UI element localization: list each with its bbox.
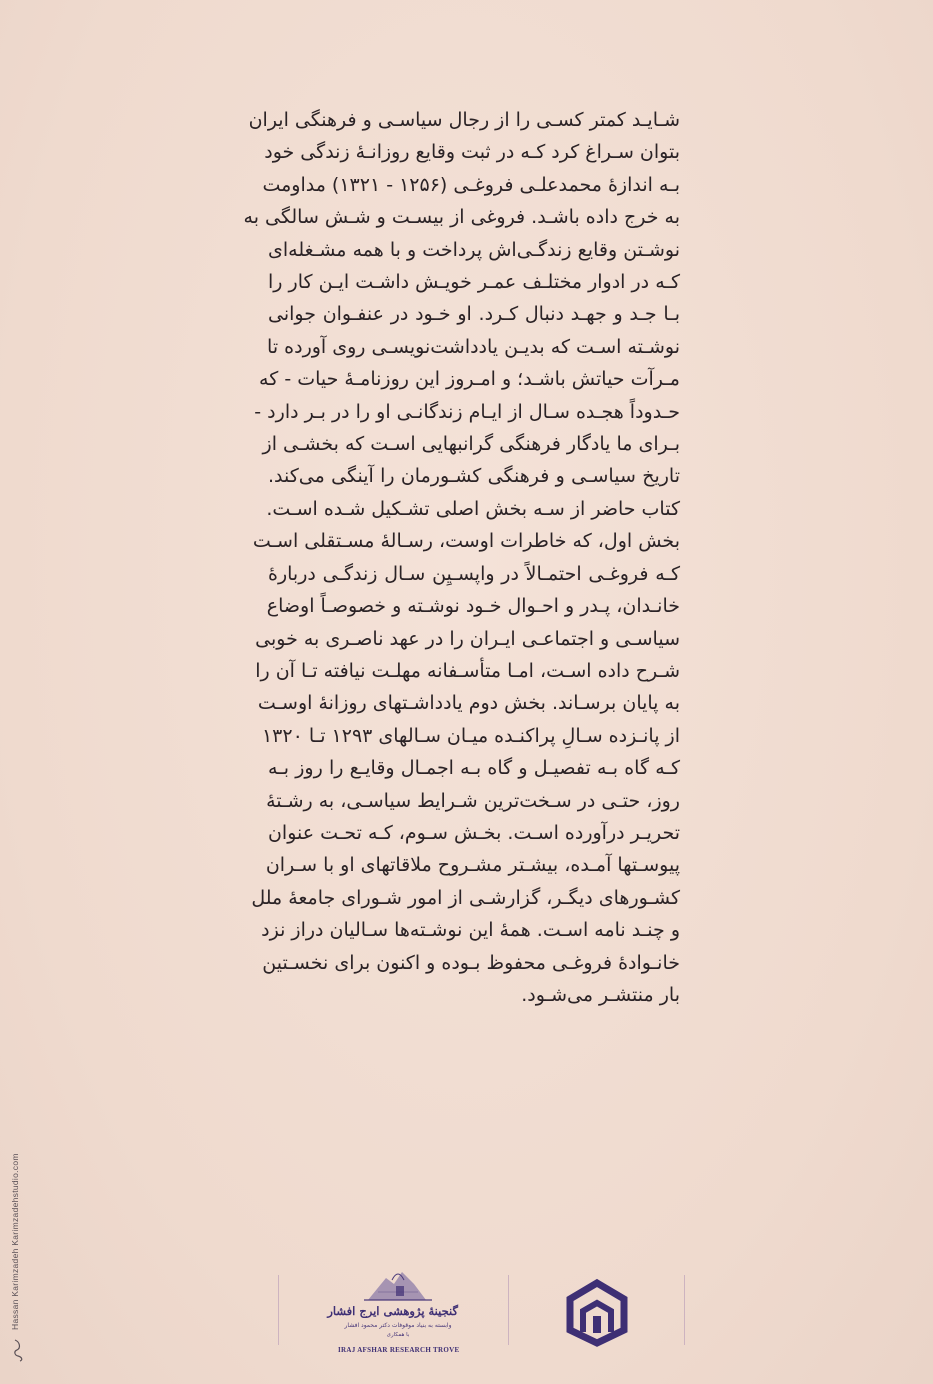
text-line: بار منتشـر می‌شـود. (521, 983, 680, 1006)
text-line: مـرآت حیاتش باشـد؛ و امـروز این روزنامـۀ حیات - که (259, 368, 680, 391)
text-line: به پایان برسـاند. بخش دوم یادداشـتهای روزانۀ اوسـت (257, 692, 680, 715)
divider (278, 1275, 279, 1345)
afshar-subtitle-fa: وابسته به بنیاد موقوفات دکتر محمود افشار (344, 1322, 452, 1329)
text-line: حـدوداً هجـده سـال از ایـام زندگانـی او را در بـر دارد - (254, 400, 680, 423)
text-line: سیاسـی و اجتماعـی ایـران را در عهد ناصـری به خوبی (255, 627, 680, 650)
divider (684, 1275, 685, 1345)
text-line: بـا جـد و جهـد دنبال کـرد. او خـود در عنفـوان جوانی (268, 303, 680, 326)
text-line: شـرح داده اسـت، امـا متأسـفانه مهلـت نیافته تـا آن را (255, 659, 680, 682)
text-line: کـه فروغـی احتمـالاً در واپسـیِن سـال زندگـی دربارۀ (268, 562, 680, 585)
text-line: و چنـد نامه اسـت. همۀ این نوشـته‌ها سـالیان دراز نزد (261, 919, 680, 942)
afshar-title-fa: گنجینهٔ پژوهشی ایرج افشار (327, 1304, 458, 1318)
text-line: تاریخ سیاسـی و فرهنگی کشـورمان را آینگی می‌کند. (268, 465, 680, 488)
text-line: پیوسـتها آمـده، بیشـتر مشـروح ملاقاتهای او با سـران (265, 854, 680, 877)
text-line: کـه در ادوار مختلـف عمـر خویـش داشـت ایـن کار را (268, 271, 680, 294)
text-line: به خرج داده باشـد. فروغی از بیسـت و شـش سالگی به (243, 206, 680, 229)
publisher-logo-icon (566, 1280, 628, 1346)
afshar-title-en: IRAJ AFSHAR RESEARCH TROVE (338, 1346, 460, 1354)
synopsis-text (243, 104, 680, 1011)
text-line: بـه اندازۀ محمدعلـی فروغـی (۱۲۵۶ - ۱۳۲۱) مداومت (262, 173, 680, 196)
text-line: تحریـر درآورده اسـت. بخـش سـوم، کـه تحـت عنوان (267, 821, 680, 844)
text-line: بتوان سـراغ کرد کـه در ثبت وقایع روزانـۀ زندگی خود (264, 141, 680, 164)
text-line: کتاب حاضر از سـه بخش اصلی تشـکیل شـده اسـت. (266, 497, 680, 520)
text-line: بـرای ما یادگار فرهنگی گرانبهایی اسـت که بخشـی از (262, 433, 680, 456)
text-line: خانـدان، پـدر و احـوال خـود نوشـته و خصوصـاً اوضاع (266, 595, 680, 618)
text-line: کشـورهای دیگـر، گزارشـی از امور شـورای جامعۀ ملل (251, 886, 680, 909)
text-line: نوشـتن وقایع زندگـی‌اش پرداخت و با همه مشـغله‌ای (268, 238, 680, 261)
text-line: کـه گاه بـه تفصیـل و گاه بـه اجمـال وقایـع را روز بـه (268, 757, 680, 780)
text-line: روز، حتـی در سـخت‌ترین شـرایط سیاسـی، به رشـتۀ (266, 789, 680, 812)
text-line: از پانـزده سـالِ پراکنـده میـان سـالهای ۱۲۹۳ تـا ۱۳۲۰ (261, 724, 680, 747)
text-line: شـایـد کمتر کسـی را از رجال سیاسـی و فرهنگی ایران (248, 109, 680, 131)
text-line: خانـوادۀ فروغـی محفوظ بـوده و اکنون برای نخسـتین (262, 951, 680, 974)
designer-credit (10, 1090, 26, 1330)
text-line: نوشـته اسـت که بدیـن یادداشت‌نویسـی روی آورده تا (267, 335, 680, 358)
designer-signature-icon (12, 1338, 26, 1362)
designer-credit-text: Hassan Karimzadeh Karimzadehstudio.com (10, 1153, 20, 1330)
afshar-subtitle2-fa: با همکاری (386, 1332, 410, 1338)
afshar-research-logo (327, 1260, 460, 1372)
divider (508, 1275, 509, 1345)
mountain-emblem-icon (338, 1260, 458, 1306)
text-line: بخش اول، که خاطرات اوست، رسـالۀ مسـتقلی اسـت (252, 530, 680, 553)
